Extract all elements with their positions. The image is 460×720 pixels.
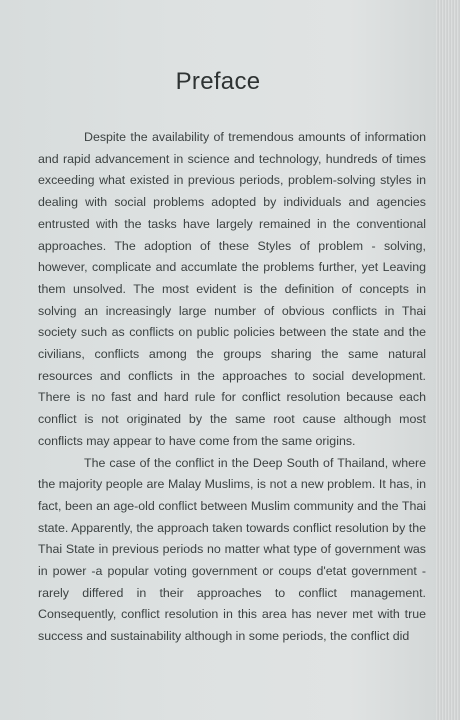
body-text xyxy=(38,127,426,648)
paragraph-1: Despite the availability of tremendous amounts of information and rapid advancement in science and technology, hundreds of times exceeding what existed in previous periods, problem-solving styles in dealing with social problems adopted by individuals and agencies entrusted with the tasks have largely remained in the conventional approaches. The adoption of these Styles of problem - solving, however, complicate and accumlate the problems further, yet Leaving them unsolved. The most evident is the definition of concepts in solving an increasingly large number of obvious conflicts in Thai society such as conflicts on public policies between the state and the civilians, conflicts among the groups sharing the same natural resources and conflicts in the approaches to social development. There is no fast and hard rule for conflict resolution because each conflict is not originated by the same root cause although most conflicts may appear to have come from the same origins. xyxy=(38,130,426,448)
paragraph-2: The case of the conflict in the Deep South of Thailand, where the majority people are Malay Muslims, is not a new problem. It has, in fact, been an age-old conflict between Muslim community and the Thai state. Apparently, the approach taken towards conflict resolution by the Thai State in previous periods no matter what type of government was in power -a popular voting government or coups d'etat government -rarely differed in their approaches to conflict management. Consequently, conflict resolution in this area has never met with true success and sustainability although in some periods, the conflict did xyxy=(38,455,426,644)
page-edges xyxy=(436,0,460,720)
page-title: Preface xyxy=(175,68,261,95)
